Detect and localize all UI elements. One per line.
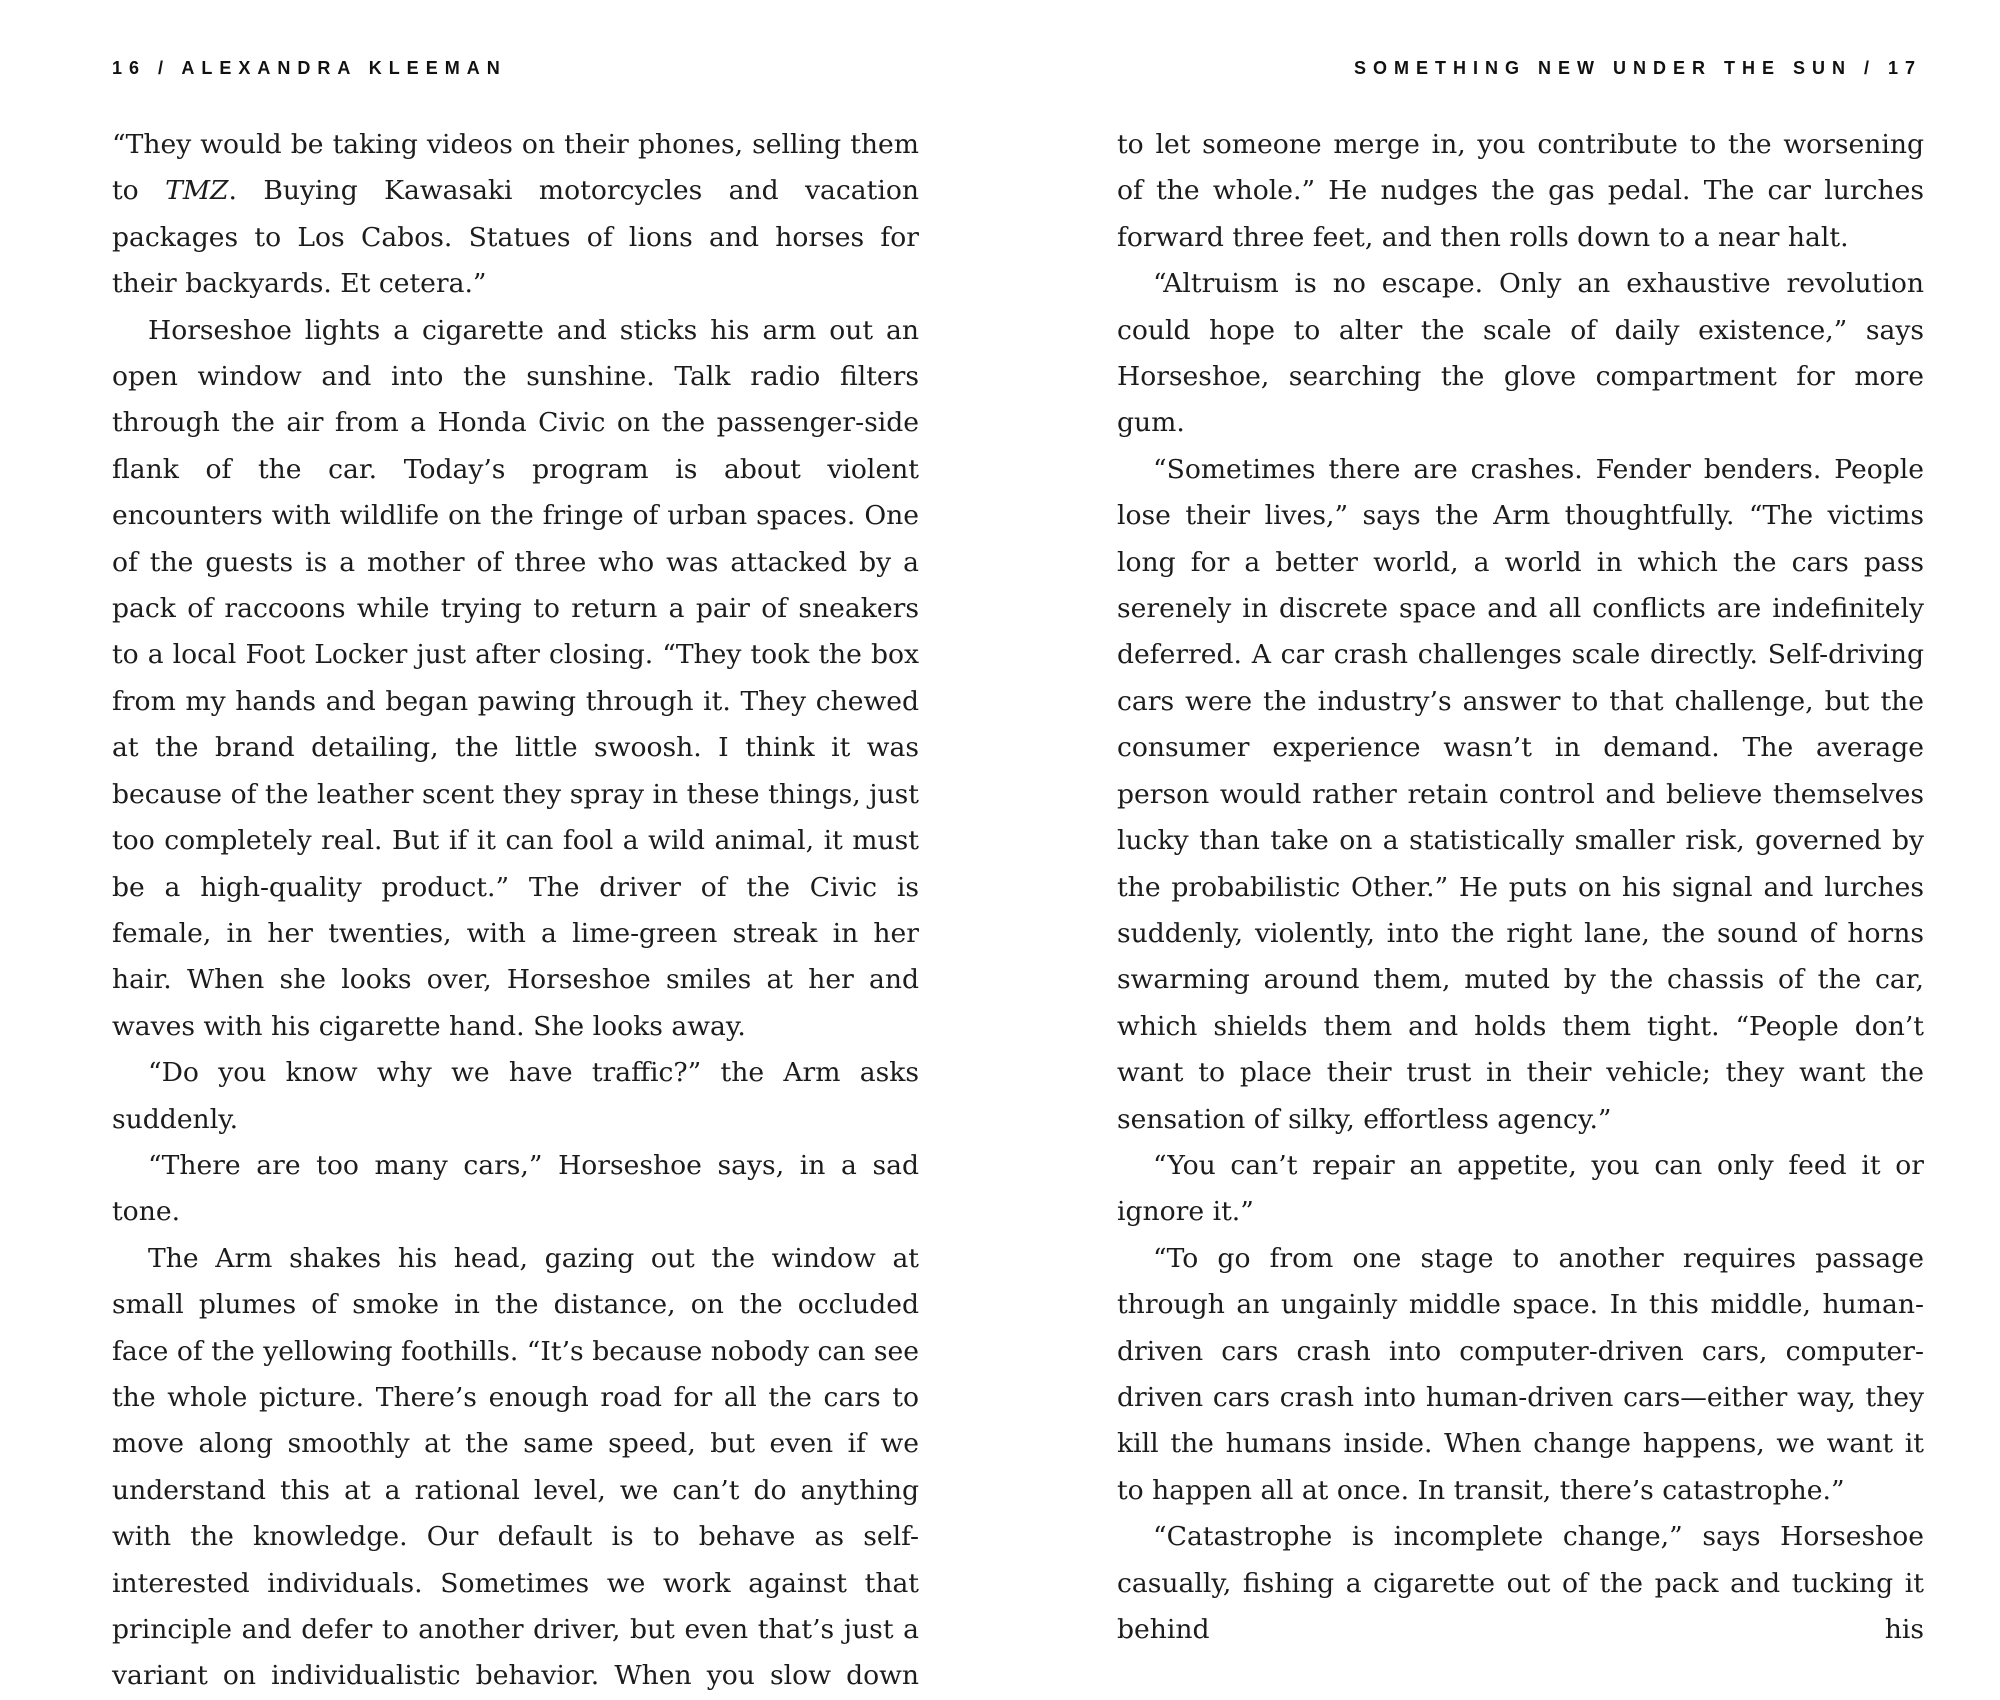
right-running-head: SOMETHING NEW UNDER THE SUN / 17 — [1353, 58, 1922, 78]
text-run: “They would be taking videos on their phones, selling them to — [112, 129, 919, 207]
paragraph — [112, 122, 919, 308]
italic-text-run: TMZ — [165, 175, 229, 207]
text-run: “You can’t repair an appetite, you can only feed it or ignore it.” — [1117, 1149, 1924, 1228]
text-run: “To go from one stage to another requires passage through an ungainly middle space. In this middle, human-driven cars crash into computer-driven cars, computer-driven cars crash into human-driven cars—either way, they kill the humans inside. When change happens, we want it to happen all at once. In transit, there’s catastrophe.” — [1117, 1242, 1924, 1506]
left-running-head: 16 / ALEXANDRA KLEEMAN — [112, 58, 507, 78]
text-run: “Sometimes there are crashes. Fender benders. People lose their lives,” says the Arm thoughtfully. “The victims long for a better world, a world in which the cars pass serenely in discrete space and all conflicts are indefinitely deferred. A car crash challenges scale directly. Self-driving cars were the industry’s answer to that challenge, but the consumer experience wasn’t in demand. The average person would rather retain control and believe themselves lucky than take on a statistically smaller risk, governed by the probabilistic Other.” He puts on his signal and lurches suddenly, violently, into the right lane, the sound of horns swarming around them, muted by the chassis of the car, which shields them and holds them tight. “People don’t want to place their trust in their vehicle; they want the sensation of silky, effortless agency.” — [1117, 453, 1924, 1135]
paragraph — [112, 1143, 919, 1236]
text-run: . Buying Kawasaki motorcycles and vacation packages to Los Cabos. Statues of lions and horses for their backyards. Et cetera.” — [112, 175, 919, 300]
text-run: Horseshoe lights a cigarette and sticks his arm out an open window and into the sunshine. Talk radio filters through the air from a Honda Civic on the passenger-side flank of the car. Today’s program is about violent encounters with wildlife on the fringe of urban spaces. One of the guests is a mother of three who was attacked by a pack of raccoons while trying to return a pair of sneakers to a local Foot Locker just after closing. “They took the box from my hands and began pawing through it. They chewed at the brand detailing, the little swoosh. I think it was because of the leather scent they spray in these things, just too completely real. But if it can fool a wild animal, it must be a high-quality product.” The driver of the Civic is female, in her twenties, with a lime-green streak in her hair. When she looks over, Horseshoe smiles at her and waves with his cigarette hand. She looks away. — [112, 314, 919, 1042]
left-page — [0, 0, 1000, 1692]
text-run: to let someone merge in, you contribute to the worsening of the whole.” He nudges the gas pedal. The car lurches forward three feet, and then rolls down to a near halt. — [1117, 129, 1924, 253]
right-page — [1000, 0, 2000, 1645]
text-run: The Arm shakes his head, gazing out the window at small plumes of smoke in the distance, on the occluded face of the yellowing foothills. “It’s because nobody can see the whole picture. There’s enough road for all the cars to move along smoothly at the same speed, but even if we understand this at a rational level, we can’t do anything with the knowledge. Our default is to behave as self-interested individuals. Sometimes we work against that principle and defer to another driver, but even that’s just a variant on individualistic behavior. When you slow down — [112, 1242, 919, 1692]
text-run: “There are too many cars,” Horseshoe says, in a sad tone. — [112, 1149, 919, 1228]
right-body-text — [1117, 122, 1924, 1653]
paragraph — [1117, 261, 1924, 447]
text-run: “Catastrophe is incomplete change,” says Horseshoe casually, fishing a cigarette out of the pack and tucking it behind his — [1117, 1521, 1924, 1645]
text-run: “Do you know why we have traffic?” the Arm asks suddenly. — [112, 1057, 919, 1135]
paragraph — [1117, 1514, 1924, 1653]
paragraph — [112, 1236, 919, 1700]
paragraph — [1117, 1143, 1924, 1236]
paragraph — [1117, 122, 1924, 261]
paragraph — [112, 308, 919, 1051]
paragraph — [1117, 1236, 1924, 1514]
text-run: “Altruism is no escape. Only an exhaustive revolution could hope to alter the scale of daily existence,” says Horseshoe, searching the glove compartment for more gum. — [1117, 268, 1924, 439]
paragraph — [1117, 447, 1924, 1143]
left-body-text — [112, 122, 919, 1700]
paragraph — [112, 1050, 919, 1143]
